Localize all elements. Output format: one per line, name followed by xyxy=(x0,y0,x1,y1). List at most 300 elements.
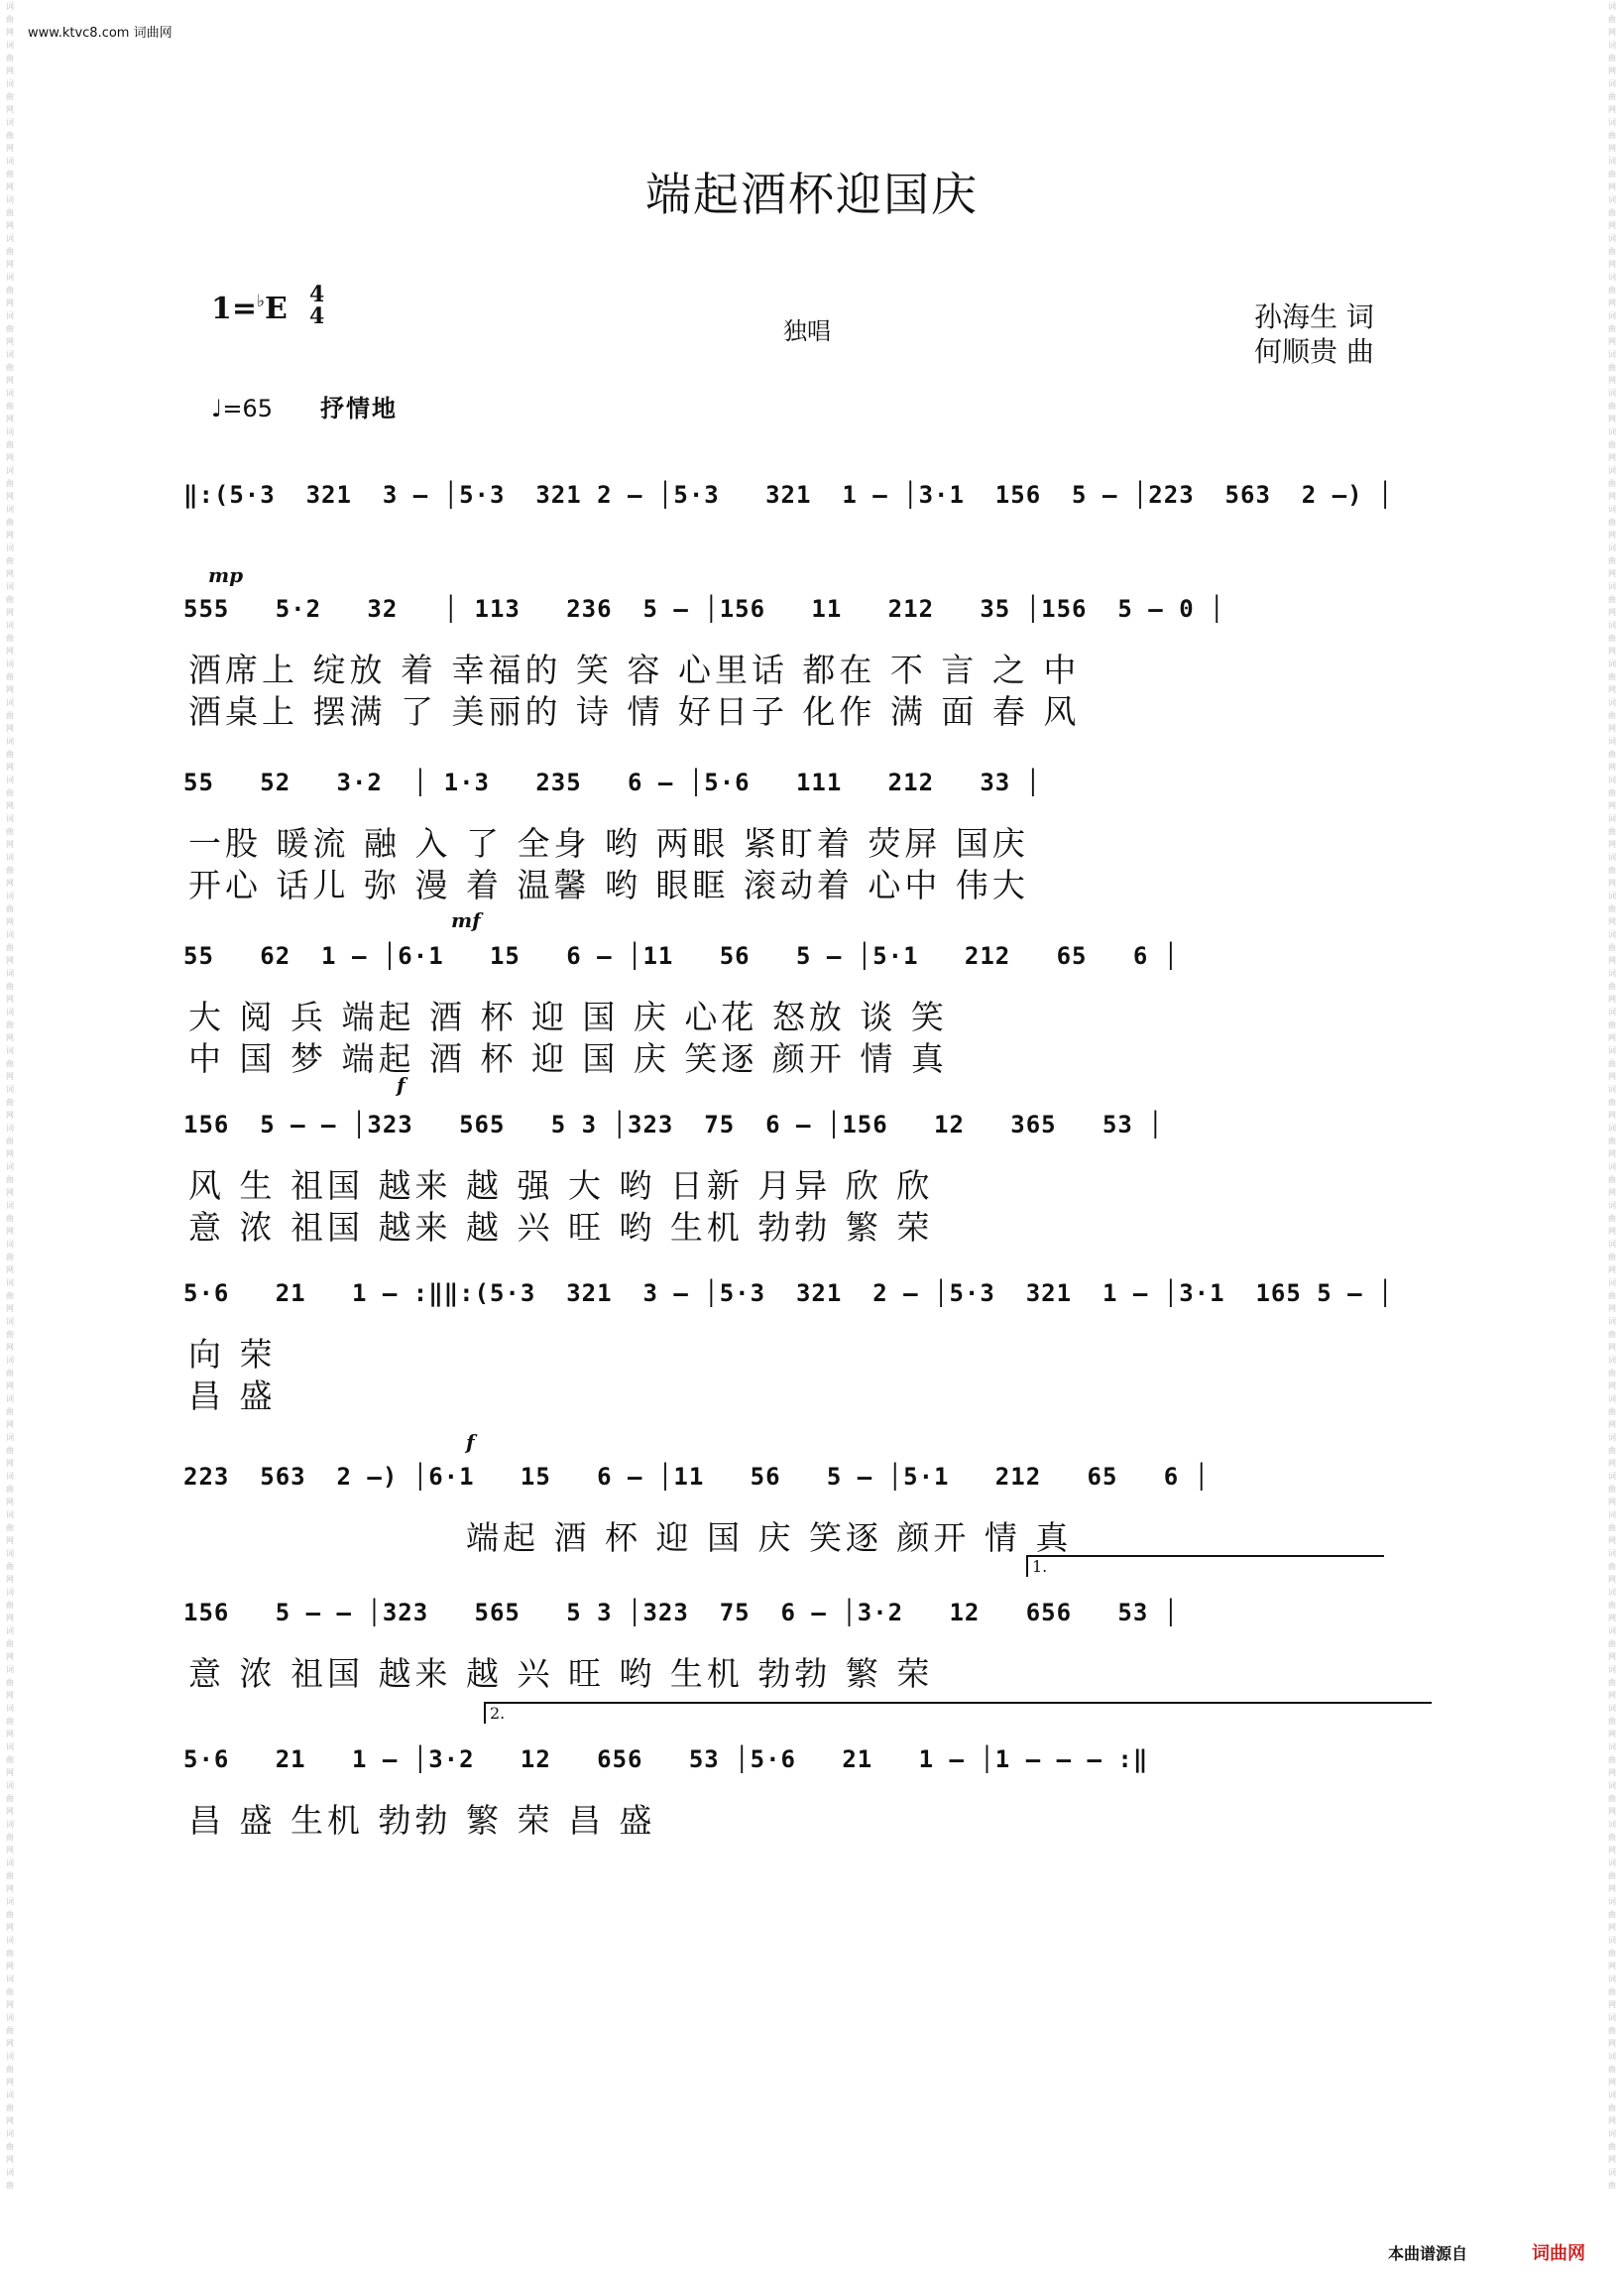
watermark-glyph: 网 xyxy=(6,337,14,346)
watermark-glyph: 词 xyxy=(6,969,14,978)
watermark-glyph: 词 xyxy=(6,698,14,707)
watermark-glyph: 曲 xyxy=(1608,247,1616,256)
watermark-glyph: 词 xyxy=(1608,969,1616,978)
watermark-glyph: 网 xyxy=(6,1497,14,1506)
watermark-glyph: 网 xyxy=(1608,1343,1616,1352)
watermark-glyph: 网 xyxy=(1608,453,1616,462)
watermark-glyph: 词 xyxy=(1608,737,1616,746)
watermark-glyph: 词 xyxy=(6,2168,14,2177)
watermark-glyph: 词 xyxy=(6,2129,14,2138)
dynamic-mp: mp xyxy=(208,563,244,587)
watermark-glyph: 网 xyxy=(6,647,14,656)
watermark-glyph: 词 xyxy=(6,389,14,398)
watermark-glyph: 网 xyxy=(1608,1188,1616,1197)
watermark-glyph: 词 xyxy=(6,1858,14,1867)
notation-line: ‖:(5·3 321 3 – │5·3 321 2 – │5·3 321 1 – │3·1 156 5 – │223 563 2 –) │ xyxy=(183,481,1394,509)
watermark-glyph: 曲 xyxy=(6,1794,14,1803)
watermark-glyph: 曲 xyxy=(6,1949,14,1958)
watermark-glyph: 网 xyxy=(6,1614,14,1622)
watermark-glyph: 曲 xyxy=(6,1601,14,1610)
watermark-glyph: 曲 xyxy=(1608,1059,1616,1068)
watermark-glyph: 词 xyxy=(6,41,14,50)
watermark-glyph: 曲 xyxy=(1608,1253,1616,1261)
watermark-glyph: 网 xyxy=(1608,1420,1616,1429)
watermark-glyph: 词 xyxy=(6,2052,14,2061)
watermark-glyph: 曲 xyxy=(1608,286,1616,295)
watermark-glyph: 网 xyxy=(6,66,14,75)
watermark-glyph: 曲 xyxy=(1608,208,1616,217)
watermark-glyph: 曲 xyxy=(1608,1214,1616,1223)
watermark-glyph: 网 xyxy=(1608,1807,1616,1816)
watermark-glyph: 词 xyxy=(6,157,14,166)
watermark-glyph: 曲 xyxy=(6,750,14,759)
watermark-glyph: 词 xyxy=(6,814,14,823)
watermark-glyph: 网 xyxy=(6,144,14,153)
watermark-glyph: 网 xyxy=(6,376,14,385)
watermark-glyph: 词 xyxy=(1608,350,1616,359)
watermark-glyph: 网 xyxy=(6,956,14,965)
watermark-glyph: 曲 xyxy=(6,208,14,217)
watermark-glyph: 网 xyxy=(1608,144,1616,153)
watermark-glyph: 曲 xyxy=(6,1562,14,1571)
watermark-glyph: 曲 xyxy=(1608,1446,1616,1455)
watermark-glyph: 曲 xyxy=(6,595,14,604)
watermark-glyph: 网 xyxy=(6,1033,14,1042)
watermark-glyph: 曲 xyxy=(6,1523,14,1532)
watermark-glyph: 网 xyxy=(1608,763,1616,772)
watermark-glyph: 网 xyxy=(6,917,14,926)
watermark-glyph: 曲 xyxy=(6,1871,14,1880)
watermark-glyph: 网 xyxy=(6,995,14,1004)
watermark-glyph: 网 xyxy=(1608,1730,1616,1738)
watermark-glyph: 词 xyxy=(6,892,14,900)
watermark-glyph: 曲 xyxy=(1608,1910,1616,1919)
watermark-glyph: 词 xyxy=(6,311,14,320)
watermark-glyph: 曲 xyxy=(1608,1987,1616,1996)
lyric-line: 中 国 梦 端起 酒 杯 迎 国 庆 笑逐 颜开 情 真 xyxy=(188,1039,948,1078)
watermark-glyph: 词 xyxy=(1608,1472,1616,1481)
watermark-glyph: 网 xyxy=(1608,337,1616,346)
watermark-glyph: 词 xyxy=(6,1704,14,1713)
watermark-glyph: 曲 xyxy=(6,827,14,836)
footer-source: 本曲谱源自 xyxy=(1388,2244,1468,2263)
tempo-marking: ♩=65 抒情地 xyxy=(211,395,398,422)
watermark-glyph: 曲 xyxy=(6,788,14,797)
watermark-glyph: 曲 xyxy=(6,1330,14,1339)
watermark-glyph: 网 xyxy=(1608,415,1616,423)
watermark-glyph: 词 xyxy=(1608,79,1616,88)
watermark-glyph: 曲 xyxy=(6,1833,14,1842)
watermark-glyph: 词 xyxy=(1608,1510,1616,1519)
notation-line: 555 5·2 32 │ 113 236 5 – │156 11 212 35 │156 5 – 0 │ xyxy=(183,595,1225,623)
watermark-glyph: 网 xyxy=(1608,1691,1616,1700)
watermark-glyph: 词 xyxy=(6,1394,14,1403)
watermark-glyph: 词 xyxy=(6,1085,14,1094)
watermark-glyph: 网 xyxy=(6,569,14,578)
watermark-glyph: 词 xyxy=(6,1588,14,1597)
watermark-glyph: 曲 xyxy=(1608,982,1616,991)
watermark-glyph: 曲 xyxy=(1608,1175,1616,1184)
watermark-glyph: 曲 xyxy=(1608,1369,1616,1378)
watermark-glyph: 网 xyxy=(1608,840,1616,849)
watermark-glyph: 网 xyxy=(1608,956,1616,965)
watermark-glyph: 曲 xyxy=(1608,1137,1616,1145)
watermark-glyph: 词 xyxy=(1608,930,1616,939)
watermark-glyph: 词 xyxy=(1608,195,1616,204)
lyric-line: 酒席上 绽放 着 幸福的 笑 容 心里话 都在 不 言 之 中 xyxy=(188,651,1081,689)
watermark-glyph: 曲 xyxy=(1608,1639,1616,1648)
watermark-glyph: 词 xyxy=(6,79,14,88)
watermark-glyph: 词 xyxy=(6,1665,14,1674)
watermark-glyph: 曲 xyxy=(1608,1717,1616,1726)
watermark-glyph: 网 xyxy=(1608,299,1616,307)
watermark-glyph: 词 xyxy=(1608,1897,1616,1906)
watermark-glyph: 曲 xyxy=(6,982,14,991)
watermark-glyph: 网 xyxy=(1608,221,1616,230)
watermark-glyph: 词 xyxy=(6,1240,14,1249)
watermark-glyph: 网 xyxy=(6,492,14,501)
watermark-glyph: 词 xyxy=(6,2,14,11)
watermark-glyph: 词 xyxy=(6,118,14,127)
watermark-glyph: 网 xyxy=(6,415,14,423)
watermark-glyph: 网 xyxy=(1608,1962,1616,1971)
watermark-glyph: 词 xyxy=(6,2013,14,2022)
watermark-glyph: 词 xyxy=(1608,621,1616,630)
watermark-glyph: 曲 xyxy=(1608,1794,1616,1803)
watermark-glyph: 网 xyxy=(1608,1304,1616,1313)
watermark-glyph: 词 xyxy=(6,1356,14,1365)
watermark-glyph: 曲 xyxy=(6,1407,14,1416)
watermark-glyph: 网 xyxy=(1608,1497,1616,1506)
watermark-glyph: 词 xyxy=(6,621,14,630)
watermark-glyph: 曲 xyxy=(1608,324,1616,333)
watermark-glyph: 曲 xyxy=(1608,866,1616,875)
watermark-glyph: 网 xyxy=(6,1188,14,1197)
song-title: 端起酒杯迎国庆 xyxy=(645,168,979,221)
lyric-line: 昌 盛 生机 勃勃 繁 荣 昌 盛 xyxy=(188,1801,656,1840)
watermark-glyph: 曲 xyxy=(6,1059,14,1068)
watermark-glyph: 曲 xyxy=(6,866,14,875)
watermark-glyph: 曲 xyxy=(6,1755,14,1764)
watermark-glyph: 词 xyxy=(1608,2168,1616,2177)
watermark-glyph: 网 xyxy=(1608,2000,1616,2009)
watermark-glyph: 词 xyxy=(6,1781,14,1790)
watermark-glyph: 网 xyxy=(1608,492,1616,501)
watermark-glyph: 曲 xyxy=(6,1678,14,1687)
watermark-glyph: 网 xyxy=(6,763,14,772)
watermark-glyph: 词 xyxy=(6,1317,14,1326)
watermark-glyph: 曲 xyxy=(1608,788,1616,797)
watermark-glyph: 网 xyxy=(1608,105,1616,114)
footer-brand: 词曲网 xyxy=(1532,2243,1585,2264)
watermark-glyph: 词 xyxy=(6,930,14,939)
watermark-glyph: 曲 xyxy=(1608,92,1616,101)
watermark-glyph: 网 xyxy=(6,453,14,462)
watermark-glyph: 词 xyxy=(1608,2129,1616,2138)
watermark-glyph: 曲 xyxy=(6,1137,14,1145)
watermark-glyph: 曲 xyxy=(1608,595,1616,604)
watermark-glyph: 曲 xyxy=(1608,1407,1616,1416)
lyric-line: 开心 话儿 弥 漫 着 温馨 哟 眼眶 滚动着 心中 伟大 xyxy=(188,866,1029,904)
watermark-glyph: 曲 xyxy=(1608,479,1616,488)
watermark-glyph: 网 xyxy=(1608,66,1616,75)
watermark-glyph: 网 xyxy=(6,1730,14,1738)
watermark-glyph: 词 xyxy=(1608,1046,1616,1055)
watermark-glyph: 曲 xyxy=(1608,556,1616,565)
lyricist-credit: 孙海生 词 xyxy=(1254,300,1374,333)
watermark-glyph: 词 xyxy=(1608,1742,1616,1751)
watermark-glyph: 曲 xyxy=(1608,2026,1616,2035)
lyric-line: 酒桌上 摆满 了 美丽的 诗 情 好日子 化作 满 面 春 风 xyxy=(188,692,1081,731)
watermark-glyph: 网 xyxy=(1608,647,1616,656)
watermark-glyph: 词 xyxy=(1608,2091,1616,2099)
watermark-glyph: 网 xyxy=(6,1536,14,1545)
watermark-glyph: 词 xyxy=(6,1820,14,1829)
watermark-glyph: 词 xyxy=(6,1936,14,1945)
watermark-glyph: 词 xyxy=(6,1278,14,1287)
watermark-glyph: 曲 xyxy=(1608,1523,1616,1532)
watermark-glyph: 曲 xyxy=(1608,1562,1616,1571)
lyric-line: 端起 酒 杯 迎 国 庆 笑逐 颜开 情 真 xyxy=(466,1518,1073,1557)
watermark-glyph: 词 xyxy=(6,1975,14,1983)
watermark-glyph: 曲 xyxy=(1608,1098,1616,1107)
watermark-glyph: 词 xyxy=(1608,118,1616,127)
watermark-glyph: 网 xyxy=(1608,1072,1616,1081)
watermark-glyph: 网 xyxy=(6,2039,14,2048)
watermark-glyph: 曲 xyxy=(1608,1871,1616,1880)
watermark-glyph: 曲 xyxy=(1608,672,1616,681)
watermark-glyph: 网 xyxy=(1608,724,1616,733)
watermark-glyph: 词 xyxy=(1608,41,1616,50)
watermark-glyph: 网 xyxy=(6,1227,14,1236)
watermark-glyph: 曲 xyxy=(6,402,14,411)
left-watermark-strip xyxy=(2,0,18,2276)
watermark-glyph: 词 xyxy=(1608,1085,1616,1094)
watermark-glyph: 曲 xyxy=(6,1485,14,1494)
watermark-glyph: 词 xyxy=(6,1124,14,1133)
watermark-glyph: 词 xyxy=(1608,1549,1616,1558)
watermark-glyph: 词 xyxy=(1608,659,1616,668)
watermark-glyph: 词 xyxy=(1608,892,1616,900)
notation-line: 156 5 – – │323 565 5 3 │323 75 6 – │3·2 12 656 53 │ xyxy=(183,1599,1180,1626)
watermark-glyph: 网 xyxy=(1608,608,1616,617)
watermark-glyph: 词 xyxy=(6,1626,14,1635)
watermark-glyph: 曲 xyxy=(1608,1330,1616,1339)
watermark-glyph: 网 xyxy=(1608,182,1616,191)
watermark-glyph: 网 xyxy=(6,1846,14,1855)
watermark-glyph: 网 xyxy=(1608,1923,1616,1932)
watermark-glyph: 词 xyxy=(1608,273,1616,282)
watermark-glyph: 曲 xyxy=(6,440,14,449)
watermark-glyph: 曲 xyxy=(1608,1755,1616,1764)
lyric-line: 意 浓 祖国 越来 越 兴 旺 哟 生机 勃勃 繁 荣 xyxy=(188,1208,934,1247)
watermark-glyph: 曲 xyxy=(1608,2142,1616,2151)
watermark-glyph: 曲 xyxy=(6,518,14,527)
watermark-glyph: 曲 xyxy=(6,15,14,24)
watermark-glyph: 词 xyxy=(6,505,14,514)
watermark-glyph: 网 xyxy=(1608,2039,1616,2048)
watermark-glyph: 词 xyxy=(1608,698,1616,707)
watermark-glyph: 词 xyxy=(1608,1936,1616,1945)
watermark-glyph: 曲 xyxy=(1608,1833,1616,1842)
lyric-line: 大 阅 兵 端起 酒 杯 迎 国 庆 心花 怒放 谈 笑 xyxy=(188,998,948,1036)
watermark-glyph: 词 xyxy=(1608,466,1616,475)
watermark-glyph: 网 xyxy=(6,1768,14,1777)
watermark-glyph: 网 xyxy=(6,1575,14,1584)
watermark-glyph: 词 xyxy=(1608,1626,1616,1635)
watermark-glyph: 词 xyxy=(1608,543,1616,552)
first-ending: 1. xyxy=(1026,1555,1384,1577)
performance-type: 独唱 xyxy=(783,317,831,345)
watermark-glyph: 网 xyxy=(6,1381,14,1390)
watermark-glyph: 曲 xyxy=(1608,750,1616,759)
composer-credit: 何顺贵 曲 xyxy=(1254,335,1374,368)
watermark-glyph: 网 xyxy=(6,1420,14,1429)
watermark-glyph: 网 xyxy=(1608,1033,1616,1042)
watermark-glyph: 曲 xyxy=(6,1987,14,1996)
watermark-glyph: 曲 xyxy=(1608,711,1616,720)
watermark-glyph: 词 xyxy=(1608,2013,1616,2022)
watermark-glyph: 曲 xyxy=(6,904,14,913)
watermark-glyph: 词 xyxy=(6,1510,14,1519)
watermark-glyph: 曲 xyxy=(6,1446,14,1455)
watermark-glyph: 网 xyxy=(1608,2078,1616,2087)
watermark-glyph: 曲 xyxy=(6,479,14,488)
watermark-glyph: 曲 xyxy=(1608,363,1616,372)
watermark-glyph: 曲 xyxy=(1608,1949,1616,1958)
watermark-glyph: 网 xyxy=(1608,1265,1616,1274)
watermark-glyph: 词 xyxy=(6,1472,14,1481)
notation-line: 223 563 2 –) │6·1 15 6 – │11 56 5 – │5·1 212 65 6 │ xyxy=(183,1463,1211,1491)
watermark-glyph: 词 xyxy=(1608,1394,1616,1403)
watermark-glyph: 曲 xyxy=(1608,1020,1616,1029)
watermark-glyph: 网 xyxy=(6,1111,14,1120)
watermark-glyph: 词 xyxy=(6,273,14,282)
lyric-line: 一股 暖流 融 入 了 全身 哟 两眼 紧盯着 荧屏 国庆 xyxy=(188,824,1029,863)
watermark-glyph: 曲 xyxy=(6,1214,14,1223)
watermark-glyph: 曲 xyxy=(6,2065,14,2074)
watermark-glyph: 网 xyxy=(1608,1884,1616,1893)
watermark-glyph: 词 xyxy=(1608,1588,1616,1597)
watermark-glyph: 曲 xyxy=(1608,1485,1616,1494)
watermark-glyph: 词 xyxy=(1608,311,1616,320)
watermark-glyph: 曲 xyxy=(6,943,14,952)
watermark-glyph: 网 xyxy=(6,1962,14,1971)
lyric-line: 昌 盛 xyxy=(188,1377,277,1415)
watermark-glyph: 词 xyxy=(6,853,14,862)
watermark-glyph: 曲 xyxy=(6,711,14,720)
watermark-glyph: 曲 xyxy=(6,556,14,565)
watermark-glyph: 曲 xyxy=(6,2181,14,2190)
watermark-glyph: 网 xyxy=(6,1807,14,1816)
watermark-glyph: 词 xyxy=(1608,389,1616,398)
watermark-glyph: 曲 xyxy=(6,1910,14,1919)
watermark-glyph: 曲 xyxy=(1608,15,1616,24)
watermark-glyph: 词 xyxy=(6,2091,14,2099)
watermark-glyph: 网 xyxy=(6,260,14,269)
watermark-glyph: 词 xyxy=(1608,234,1616,243)
watermark-glyph: 曲 xyxy=(1608,634,1616,643)
watermark-glyph: 词 xyxy=(6,427,14,436)
watermark-glyph: 曲 xyxy=(6,1253,14,1261)
watermark-glyph: 网 xyxy=(1608,1846,1616,1855)
watermark-glyph: 词 xyxy=(6,1201,14,1210)
watermark-glyph: 词 xyxy=(1608,1665,1616,1674)
notation-line: 55 52 3·2 │ 1·3 235 6 – │5·6 111 212 33 │ xyxy=(183,769,1042,796)
watermark-glyph: 曲 xyxy=(1608,170,1616,179)
watermark-glyph: 曲 xyxy=(6,131,14,140)
watermark-glyph: 词 xyxy=(1608,2052,1616,2061)
watermark-glyph: 网 xyxy=(1608,879,1616,888)
watermark-glyph: 曲 xyxy=(1608,2103,1616,2112)
dynamic-f-2: f xyxy=(466,1430,475,1454)
watermark-glyph: 网 xyxy=(6,685,14,694)
lyric-line: 风 生 祖国 越来 越 强 大 哟 日新 月异 欣 欣 xyxy=(188,1166,934,1205)
watermark-glyph: 词 xyxy=(1608,1317,1616,1326)
watermark-glyph: 网 xyxy=(1608,685,1616,694)
watermark-glyph: 网 xyxy=(1608,1652,1616,1661)
dynamic-mf: mf xyxy=(451,908,481,932)
watermark-glyph: 曲 xyxy=(6,54,14,62)
watermark-glyph: 曲 xyxy=(1608,1678,1616,1687)
watermark-glyph: 网 xyxy=(1608,1575,1616,1584)
watermark-glyph: 曲 xyxy=(6,1020,14,1029)
watermark-glyph: 曲 xyxy=(1608,402,1616,411)
watermark-glyph: 词 xyxy=(1608,1704,1616,1713)
notation-line: 55 62 1 – │6·1 15 6 – │11 56 5 – │5·1 212 65 6 │ xyxy=(183,942,1180,970)
watermark-glyph: 曲 xyxy=(6,1098,14,1107)
right-watermark-strip xyxy=(1604,0,1620,2276)
watermark-glyph: 网 xyxy=(1608,1614,1616,1622)
watermark-glyph: 曲 xyxy=(6,92,14,101)
watermark-glyph: 网 xyxy=(6,2000,14,2009)
watermark-glyph: 网 xyxy=(1608,260,1616,269)
watermark-glyph: 网 xyxy=(1608,1768,1616,1777)
watermark-glyph: 词 xyxy=(6,234,14,243)
watermark-glyph: 网 xyxy=(1608,376,1616,385)
watermark-glyph: 曲 xyxy=(6,170,14,179)
notation-line: 5·6 21 1 – │3·2 12 656 53 │5·6 21 1 – │1 – – – :‖ xyxy=(183,1745,1149,1773)
watermark-glyph: 词 xyxy=(1608,814,1616,823)
dynamic-f: f xyxy=(397,1073,406,1097)
watermark-glyph: 网 xyxy=(6,801,14,810)
watermark-glyph: 曲 xyxy=(1608,904,1616,913)
watermark-glyph: 网 xyxy=(1608,1111,1616,1120)
watermark-glyph: 词 xyxy=(1608,776,1616,784)
watermark-glyph: 曲 xyxy=(6,324,14,333)
watermark-glyph: 网 xyxy=(6,1343,14,1352)
key-signature: 1=♭E xyxy=(211,292,288,326)
watermark-glyph: 词 xyxy=(1608,1975,1616,1983)
watermark-glyph: 词 xyxy=(1608,505,1616,514)
watermark-glyph: 词 xyxy=(6,543,14,552)
watermark-glyph: 网 xyxy=(6,1923,14,1932)
watermark-glyph: 网 xyxy=(1608,28,1616,37)
watermark-glyph: 网 xyxy=(6,1149,14,1158)
watermark-glyph: 网 xyxy=(6,2155,14,2164)
watermark-glyph: 网 xyxy=(6,1265,14,1274)
watermark-glyph: 网 xyxy=(6,1072,14,1081)
watermark-glyph: 网 xyxy=(1608,2155,1616,2164)
watermark-glyph: 网 xyxy=(6,299,14,307)
watermark-glyph: 网 xyxy=(1608,1381,1616,1390)
watermark-glyph: 网 xyxy=(1608,995,1616,1004)
watermark-glyph: 曲 xyxy=(6,1639,14,1648)
watermark-glyph: 曲 xyxy=(6,634,14,643)
watermark-glyph: 网 xyxy=(6,531,14,539)
watermark-glyph: 曲 xyxy=(1608,54,1616,62)
notation-line: 156 5 – – │323 565 5 3 │323 75 6 – │156 12 365 53 │ xyxy=(183,1111,1164,1138)
